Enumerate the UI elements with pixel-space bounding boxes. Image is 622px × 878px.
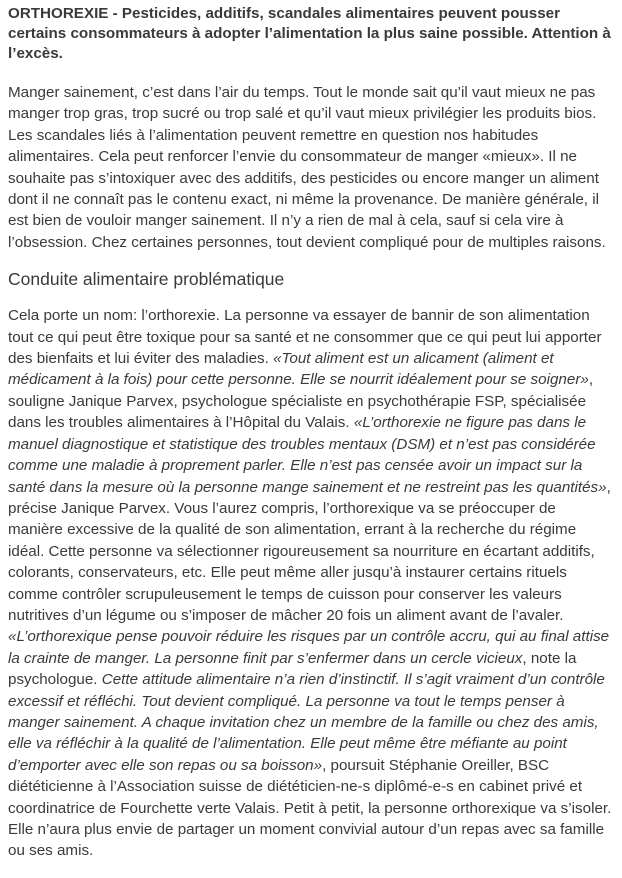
article-lead: ORTHOREXIE - Pesticides, additifs, scandales alimentaires peuvent pousser certains consommateurs à adopter l’alimentation la plus saine possible. Attention à l’excès. [8, 5, 611, 62]
body-quote: «Tout aliment est un alicament (aliment et médicament à la fois) pour cette personne. Elle se nourrit idéalement pour se soigner» [8, 350, 589, 389]
body-quote: «L’orthorexie ne figure pas dans le manuel diagnostique et statistique des troubles mentaux (DSM) et n’est pas considérée comme une maladie à proprement parler. Elle n’est pas censée avoir un impact sur la santé dans la mesure où la personne mange sainement et ne restreint pas les quantités» [8, 414, 607, 496]
body-segment: , note la psychologue. [8, 649, 577, 689]
article-intro: Manger sainement, c’est dans l’air du temps. Tout le monde sait qu’il vaut mieux ne pas manger trop gras, trop sucré ou trop salé et qu’il vaut mieux privilégier les produits bios. Les scandales liés à l’alimentation peuvent remettre en question nos habitudes alimentaires. Cela peut renforcer l’envie du consommateur de manger «mieux». Il ne souhaite pas s’intoxiquer avec des additifs, des pesticides ou encore manger un aliment dont il ne connaît pas le contenu exact, ni même la provenance. De manière générale, il est bien de vouloir manger sainement. Il n’y a rien de mal à cela, sauf si cela vire à l’obsession. Chez certaines personnes, tout devient compliqué pour de multiples raisons. [8, 84, 606, 251]
body-segment: , poursuit Stéphanie Oreiller, BSC diététicienne à l’Association suisse de diététicien-ne-s diplômé-e-s en cabinet privé et coordinatrice de Fourchette verte Valais. Petit à petit, la personne orthorexique va s’isoler. Elle n’aura plus envie de partager un moment convivial autour d’un repas avec sa famille ou ses amis. [8, 756, 612, 860]
body-segment: , précise Janique Parvex. Vous l’aurez compris, l’orthorexique va se préoccuper de manière excessive de la qualité de son alimentation, errant à la recherche du régime idéal. Cette personne va sélectionner rigoureusement sa nourriture en écartant additifs, colorants, conservateurs, etc. Elle peut même aller jusqu’à instaurer certains rituels comme contrôler scrupuleusement le temps de cuisson pour conserver les valeurs nutritives d’un légume ou s’imposer de mâcher 20 fois un aliment avant de l’avaler. [8, 478, 611, 624]
body-segment: Cela porte un nom: l’orthorexie. La personne va essayer de bannir de son alimentation tout ce qui peut être toxique pour sa santé et ne consommer que ce qui peut lui apporter des bienfaits et lui éviter des maladies. [8, 307, 602, 368]
article-body [8, 305, 612, 862]
body-quote: Cette attitude alimentaire n’a rien d’instinctif. Il s’agit vraiment d’un contrôle excessif et réfléchi. Tout devient compliqué. La personne va tout le temps penser à manger sainement. A chaque invitation chez un membre de la famille ou chez des amis, elle va réfléchir à la qualité de l’alimentation. Elle peut même être méfiante au point d’emporter avec elle son repas ou sa boisson» [8, 671, 605, 774]
body-segment: , souligne Janique Parvex, psychologue spécialiste en psychothérapie FSP, spécialisée dans les troubles alimentaires à l’Hôpital du Valais. [8, 371, 594, 432]
article-subheading: Conduite alimentaire problématique [8, 269, 285, 290]
body-quote: «L’orthorexique pense pouvoir réduire les risques par un contrôle accru, qui au final attise la crainte de manger. La personne finit par s’enfermer dans un cercle vicieux [8, 628, 610, 667]
